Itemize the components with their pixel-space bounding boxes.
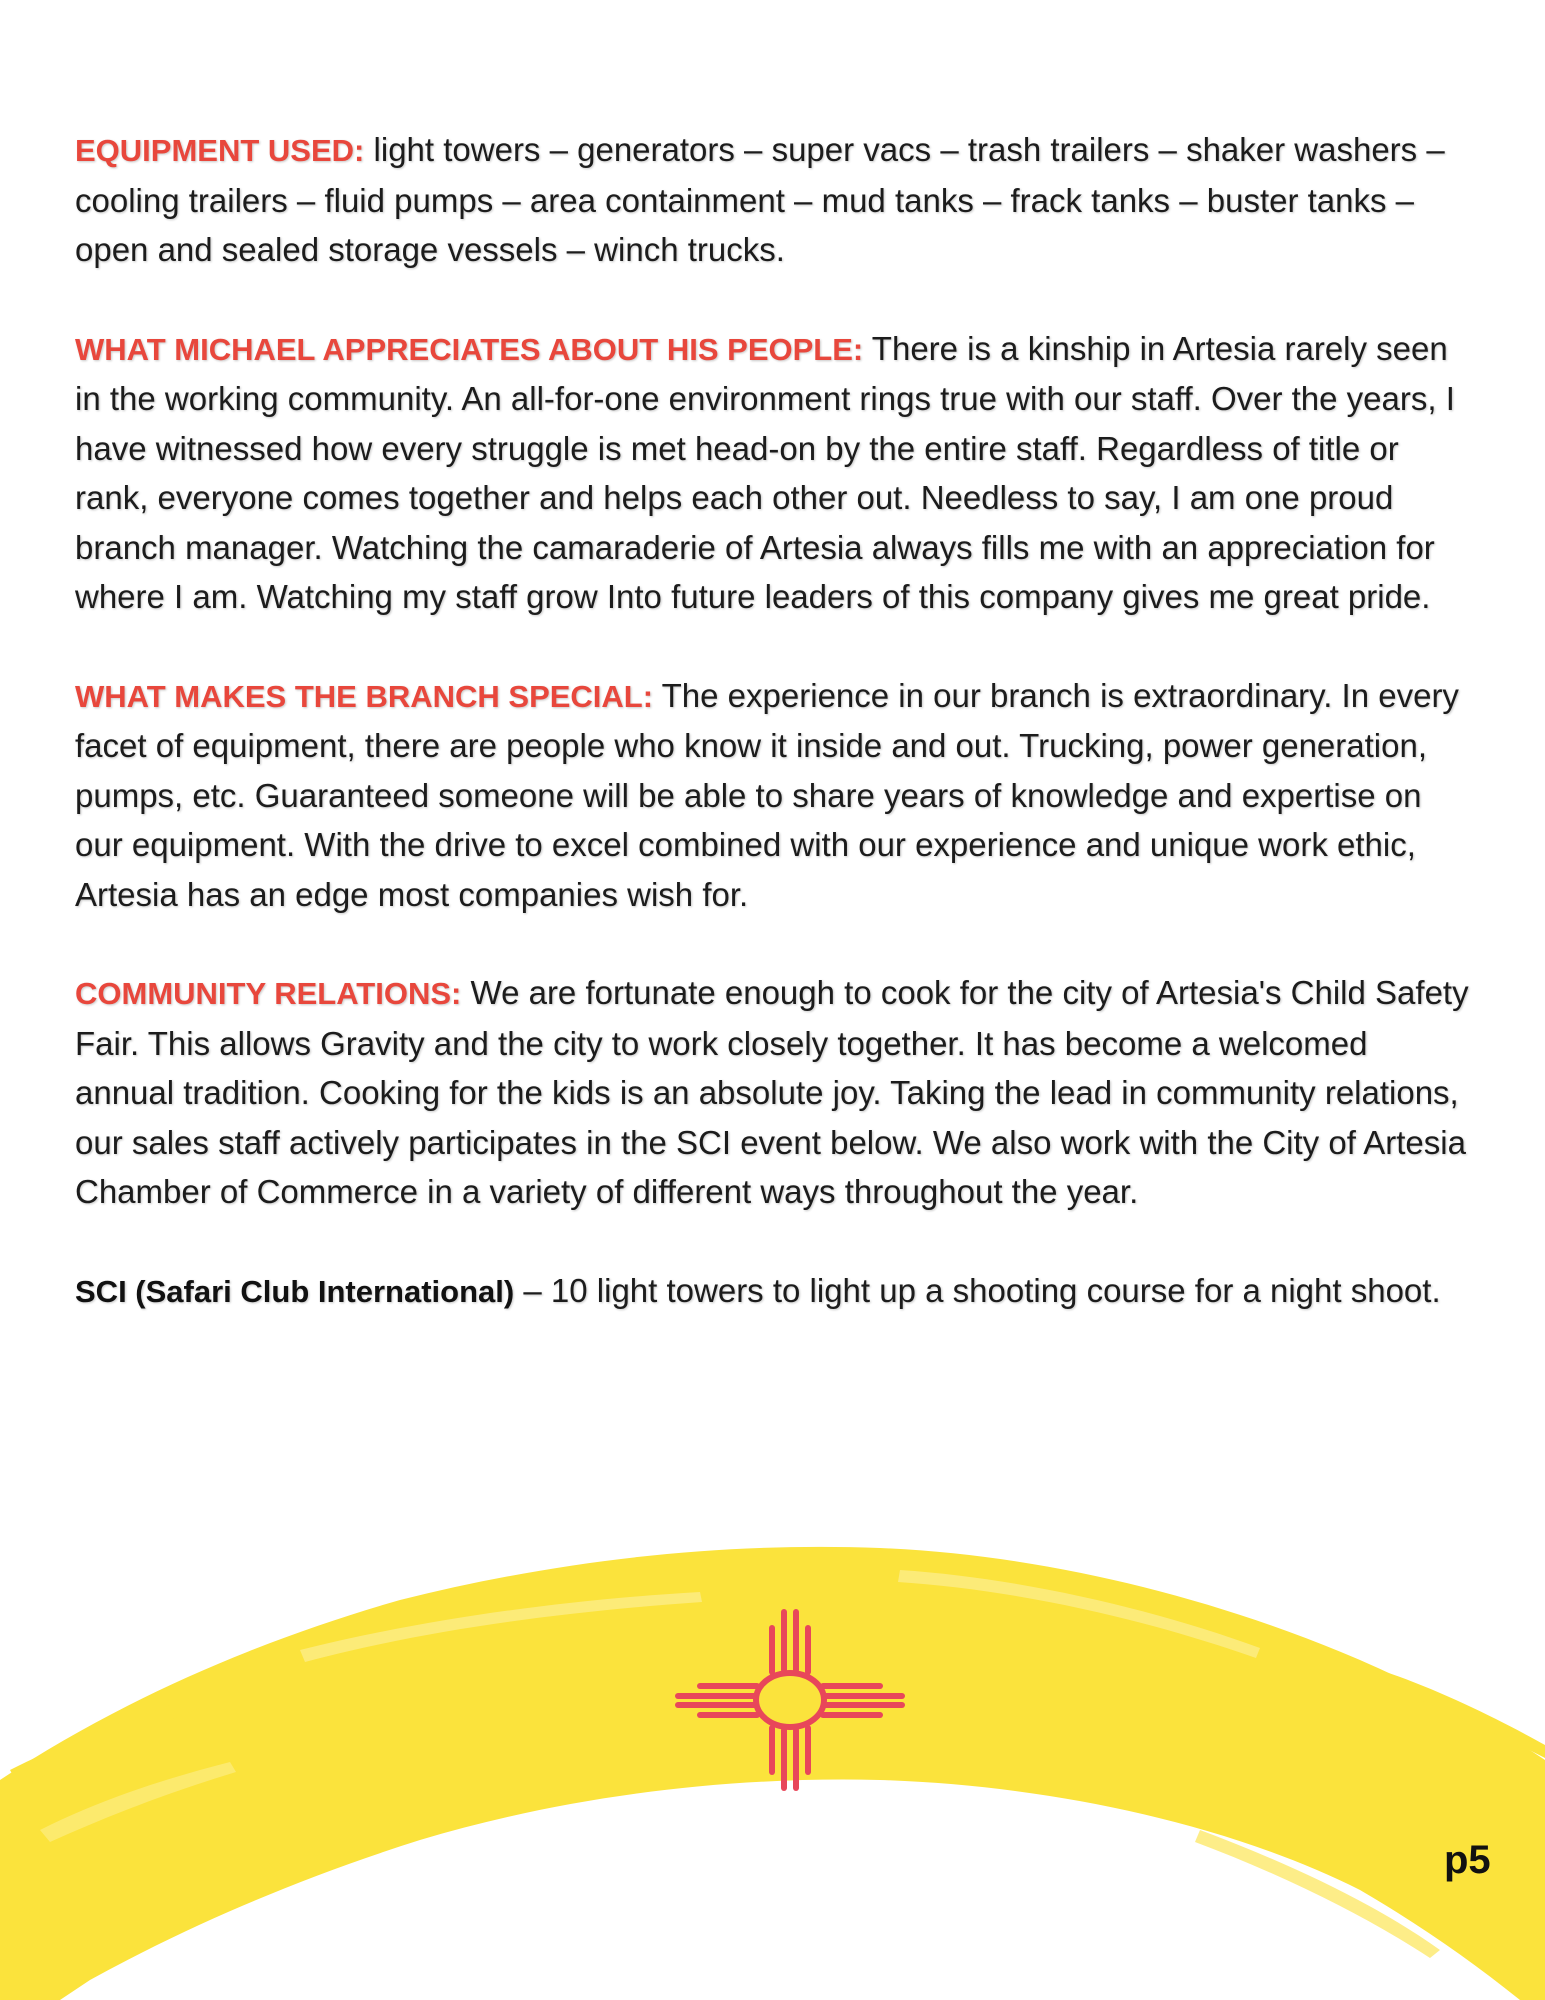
branch-special-text: The experience in our branch is extraordinary. In every facet of equipment, there are people who know it inside and out. Trucking, power generation, pumps, etc. Guaranteed someone will be able to share years of knowledge and expertise on our equipment. With the drive to excel combined with our experience and unique work ethic, Artesia has an edge most companies wish for. [75, 676, 1459, 913]
page-content [75, 125, 1475, 1365]
appreciation-paragraph [75, 324, 1475, 622]
appreciation-label: WHAT MICHAEL APPRECIATES ABOUT HIS PEOPLE: [75, 331, 864, 367]
zia-sun-symbol-icon [670, 1600, 910, 1800]
equipment-used-label: EQUIPMENT USED: [75, 133, 365, 168]
sci-text: – 10 light towers to light up a shooting course for a night shoot. [514, 1271, 1441, 1309]
community-relations-label: COMMUNITY RELATIONS: [75, 976, 462, 1011]
sci-paragraph [75, 1266, 1475, 1317]
community-relations-text: We are fortunate enough to cook for the city of Artesia's Child Safety Fair. This allows Gravity and the city to work closely together. It has become a welcomed annual tradition. Cooking for the kids is an absolute joy. Taking the lead in community relations, our sales staff actively participates in the SCI event below. We also work with the City of Artesia Chamber of Commerce in a variety of different ways throughout the year. [75, 974, 1469, 1210]
sci-label: SCI (Safari Club International) [75, 1273, 515, 1309]
branch-special-label: WHAT MAKES THE BRANCH SPECIAL: [75, 678, 654, 714]
equipment-used-paragraph [75, 125, 1475, 275]
community-relations-paragraph [75, 968, 1475, 1217]
page-number: p5 [1444, 1838, 1491, 1882]
branch-special-paragraph [75, 671, 1475, 920]
appreciation-text: There is a kinship in Artesia rarely seen in the working community. An all-for-one environment rings true with our staff. Over the years, I have witnessed how every struggle is met head-on by the entire staff. Regardless of title or rank, everyone comes together and helps each other out. Needless to say, I am one proud branch manager. Watching the camaraderie of Artesia always fills me with an appreciation for where I am. Watching my staff grow Into future leaders of this company gives me great pride. [75, 329, 1455, 615]
equipment-used-text: light towers – generators – super vacs – trash trailers – shaker washers – cooling trailers – fluid pumps – area containment – mud tanks – frack tanks – buster tanks – open and sealed storage vessels – winch trucks. [75, 131, 1445, 268]
